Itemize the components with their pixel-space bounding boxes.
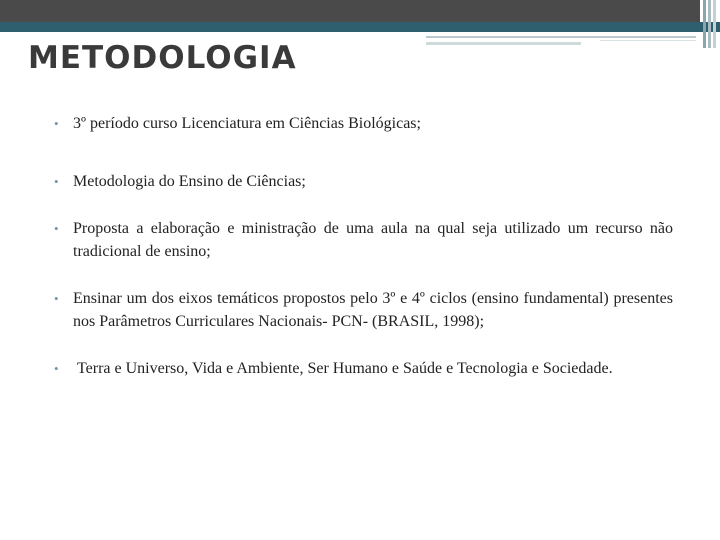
bullet-dot-icon: • <box>54 116 59 131</box>
bullet-dot-icon: • <box>54 221 59 236</box>
bullet-item <box>54 112 673 135</box>
bullet-text: Metodologia do Ensino de Ciências; <box>73 173 306 190</box>
bullet-text: 3º período curso Licenciatura em Ciências Biológicas; <box>73 115 421 132</box>
bullet-item <box>54 170 673 193</box>
header-stripe <box>708 0 711 48</box>
bullet-text: Terra e Universo, Vida e Ambiente, Ser Humano e Saúde e Tecnologia e Sociedade. <box>73 360 613 377</box>
slide-title: METODOLOGIA <box>28 40 297 76</box>
bullet-text: Ensinar um dos eixos temáticos propostos pelo 3º e 4º ciclos (ensino fundamental) presentes nos Parâmetros Curriculares Nacionais- PCN- (BRASIL, 1998); <box>73 290 673 330</box>
bullet-dot-icon: • <box>54 291 59 306</box>
header-dark-bar <box>0 0 700 22</box>
bullet-item <box>54 357 673 380</box>
header-rule <box>600 40 696 41</box>
bullet-dot-icon: • <box>54 361 59 376</box>
bullet-dot-icon: • <box>54 174 59 189</box>
bullet-item <box>54 217 673 263</box>
header-rule <box>426 42 581 45</box>
header-stripe <box>713 0 716 48</box>
bullet-list <box>54 112 673 380</box>
bullet-item <box>54 287 673 333</box>
header-stripe <box>703 0 706 48</box>
bullet-text: Proposta a elaboração e ministração de uma aula na qual seja utilizado um recurso não tradicional de ensino; <box>73 220 673 260</box>
header-rule <box>426 36 696 38</box>
header-blue-bar <box>0 22 720 32</box>
